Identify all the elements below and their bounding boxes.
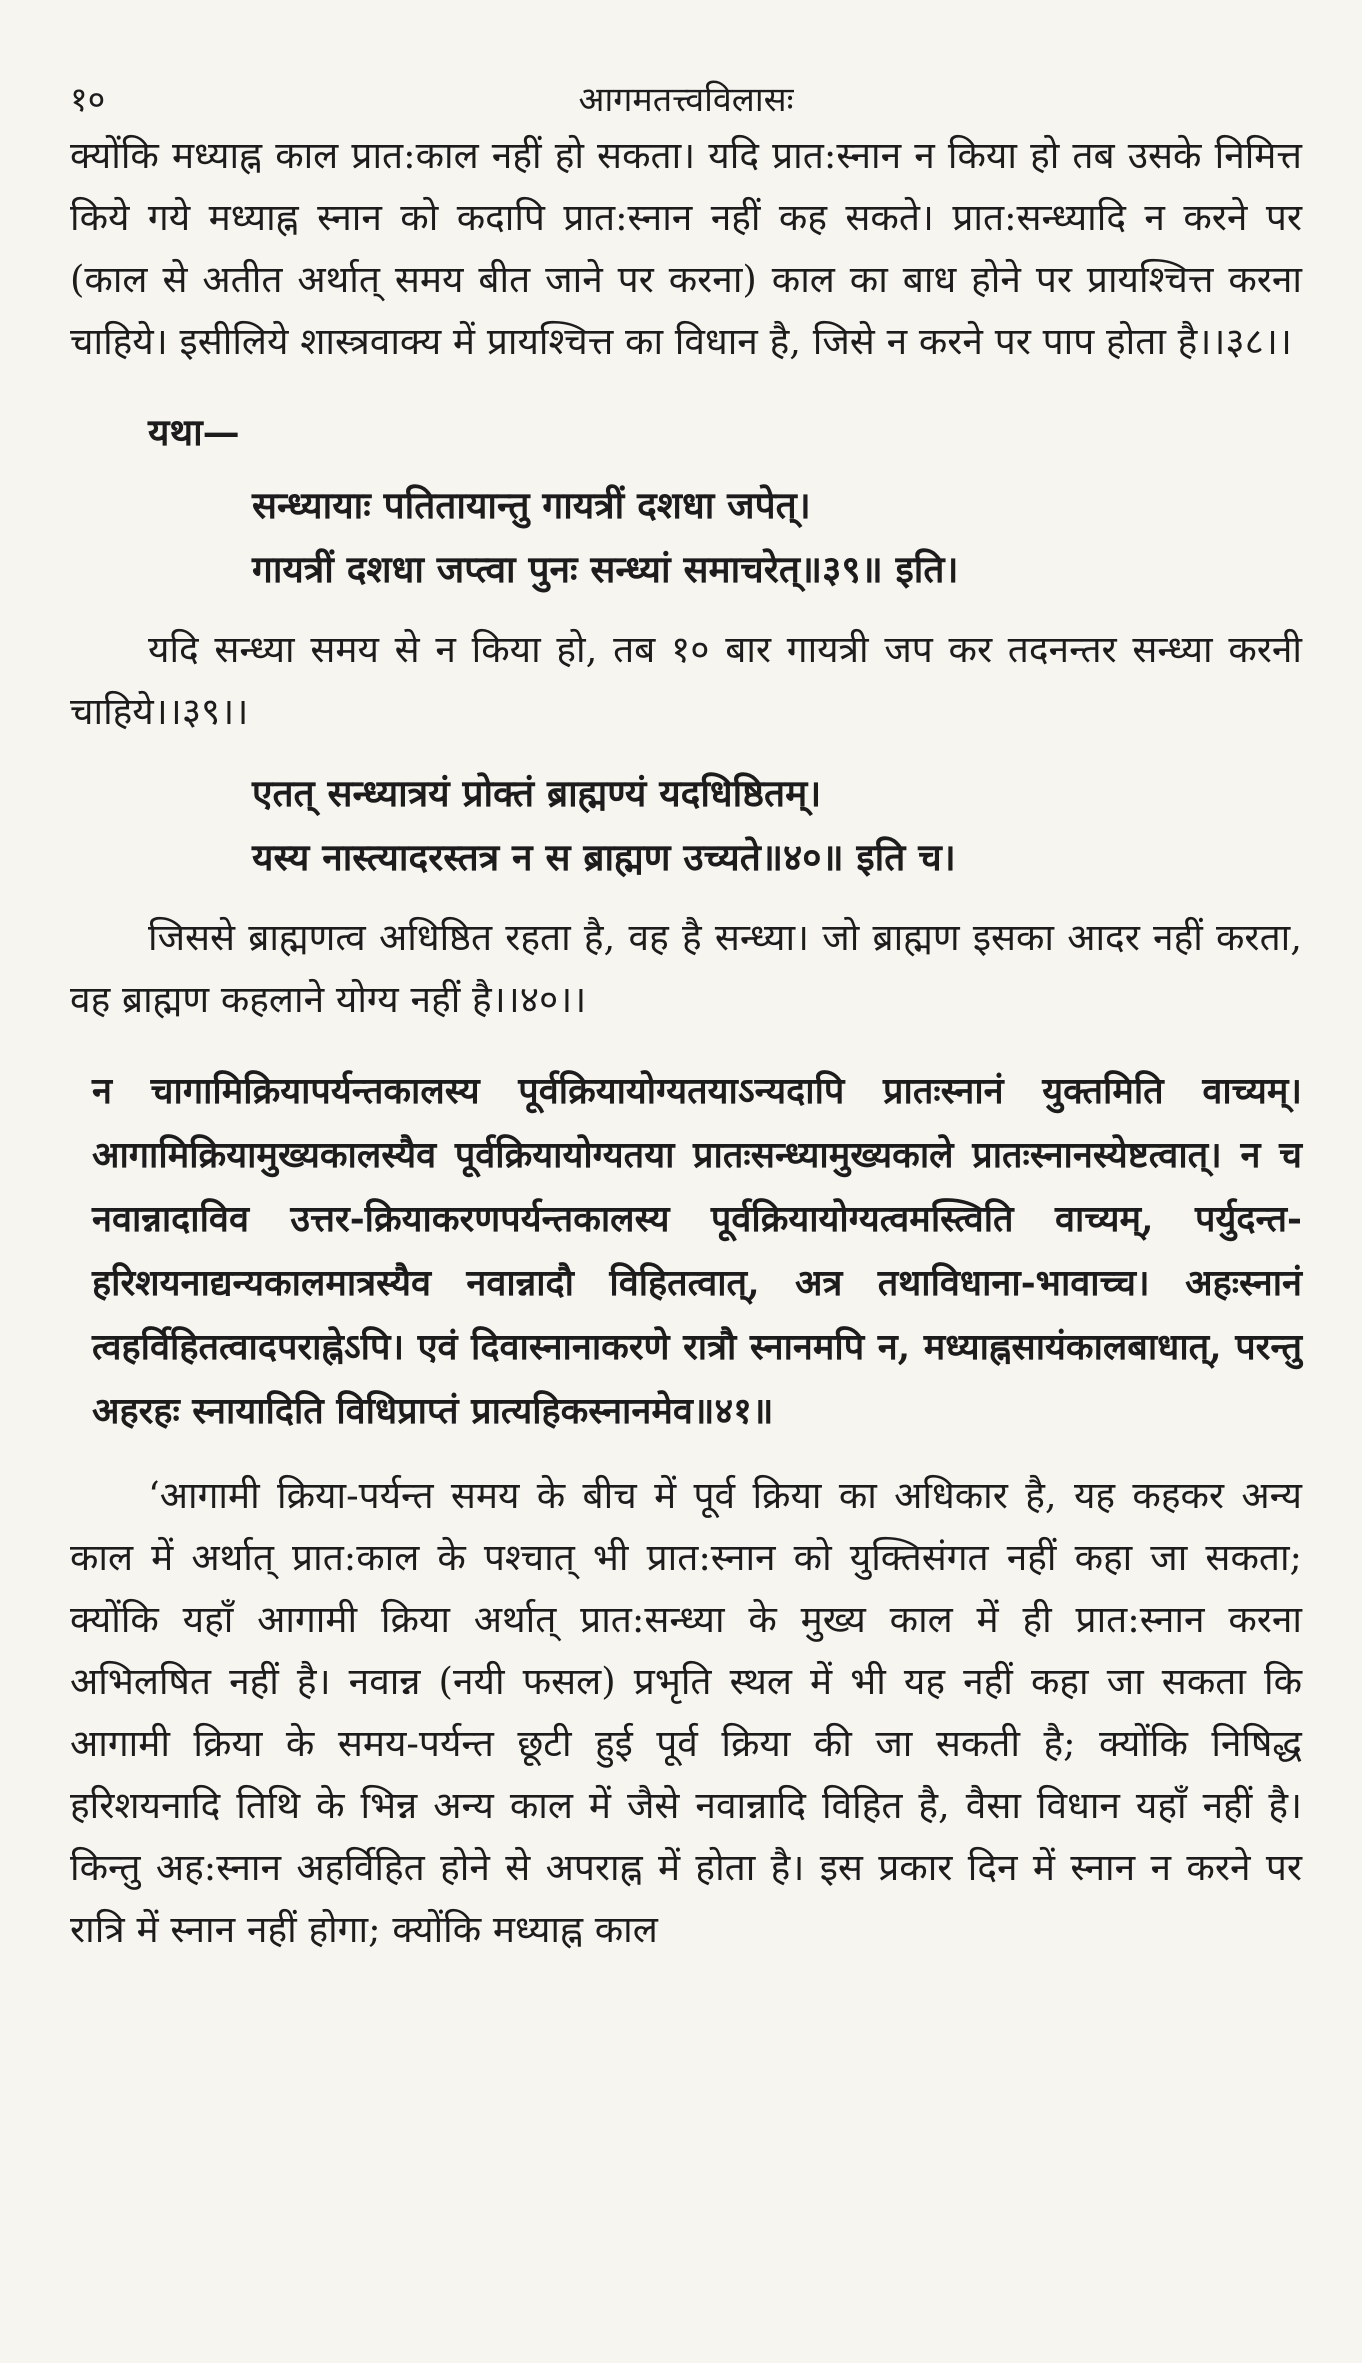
sanskrit-verse-40 (70, 761, 1302, 889)
verse-40-line-2: यस्य नास्त्यादरस्तत्र न स ब्राह्मण उच्यते॥४०॥ इति च। (252, 835, 956, 879)
hindi-paragraph-39: यदि सन्ध्या समय से न किया हो, तब १० बार गायत्री जप कर तदनन्तर सन्ध्या करनी चाहिये।।३९।। (70, 628, 1302, 733)
sanskrit-passage-41: न चागामिक्रियापर्यन्तकालस्य पूर्वक्रियायोग्यतयाऽन्यदापि प्रातःस्नानं युक्तमिति वाच्यम्। आगामिक्रियामुख्यकालस्यैव पूर्वक्रियायोग्यतया प्रातःसन्ध्यामुख्यकाले प्रातःस्नानस्येष्टत्वात्। न च नवान्नादाविव उत्तर-क्रियाकरणपर्यन्तकालस्य पूर्वक्रियायोग्यत्वमस्त्विति वाच्यम्, पर्युदन्त-हरिशयनाद्यन्यकालमात्रस्यैव नवान्नादौ विहितत्वात्, अत्र तथाविधाना-भावाच्च। अहःस्नानं त्वहर्विहितत्वादपराह्नेऽपि। एवं दिवास्नानाकरणे रात्रौ स्नानमपि न, मध्याह्नसायंकालबाधात्, परन्तु अहरहः स्नायादिति विधिप्राप्तं प्रात्यहिकस्नानमेव॥४१॥ (92, 1070, 1302, 1432)
verse-40-line-1: एतत् सन्ध्यात्रयं प्रोक्तं ब्राह्मण्यं यदधिष्ठितम्। (252, 771, 822, 815)
sanskrit-verse-39 (70, 473, 1302, 601)
verse-39-line-2: गायत्रीं दशधा जप्त्वा पुनः सन्ध्यां समाचरेत्॥३९॥ इति। (252, 547, 959, 591)
hindi-paragraph-38: क्योंकि मध्याह्न काल प्रात:काल नहीं हो सकता। यदि प्रात:स्नान न किया हो तब उसके निमित्त किये गये मध्याह्न स्नान को कदापि प्रात:स्नान नहीं कह सकते। प्रात:सन्ध्यादि न करने पर (काल से अतीत अर्थात् समय बीत जाने पर करना) काल का बाध होने पर प्रायश्चित्त करना चाहिये। इसीलिये शास्त्रवाक्य में प्रायश्चित्त का विधान है, जिसे न करने पर पाप होता है।।३८।। (70, 134, 1302, 363)
book-page (70, 55, 1302, 1961)
page-number: १० (70, 80, 106, 120)
yatha-label: यथा— (148, 410, 240, 454)
verse-39-line-1: सन्ध्यायाः पतितायान्तु गायत्रीं दशधा जपेत्। (252, 483, 811, 527)
page-header (70, 55, 1302, 125)
hindi-paragraph-41: ‘आगामी क्रिया-पर्यन्त समय के बीच में पूर्व क्रिया का अधिकार है, यह कहकर अन्य काल में अर्थात् प्रात:काल के पश्चात् भी प्रात:स्नान को युक्तिसंगत नहीं कहा जा सकता; क्योंकि यहाँ आगामी क्रिया अर्थात् प्रात:सन्ध्या के मुख्य काल में ही प्रात:स्नान करना अभिलषित नहीं है। नवान्न (नयी फसल) प्रभृति स्थल में भी यह नहीं कहा जा सकता कि आगामी क्रिया के समय-पर्यन्त छूटी हुई पूर्व क्रिया की जा सकती है; क्योंकि निषिद्ध हरिशयनादि तिथि के भिन्न अन्य काल में जैसे नवान्नादि विहित है, वैसा विधान यहाँ नहीं है। किन्तु अह:स्नान अहर्विहित होने से अपराह्न में होता है। इस प्रकार दिन में स्नान न करने पर रात्रि में स्नान नहीं होगा; क्योंकि मध्याह्न काल (70, 1474, 1302, 1951)
hindi-paragraph-40: जिससे ब्राह्मणत्व अधिष्ठित रहता है, वह है सन्ध्या। जो ब्राह्मण इसका आदर नहीं करता, वह ब्राह्मण कहलाने योग्य नहीं है।।४०।। (70, 916, 1302, 1021)
running-title: आगमतत्त्वविलासः (578, 80, 794, 120)
